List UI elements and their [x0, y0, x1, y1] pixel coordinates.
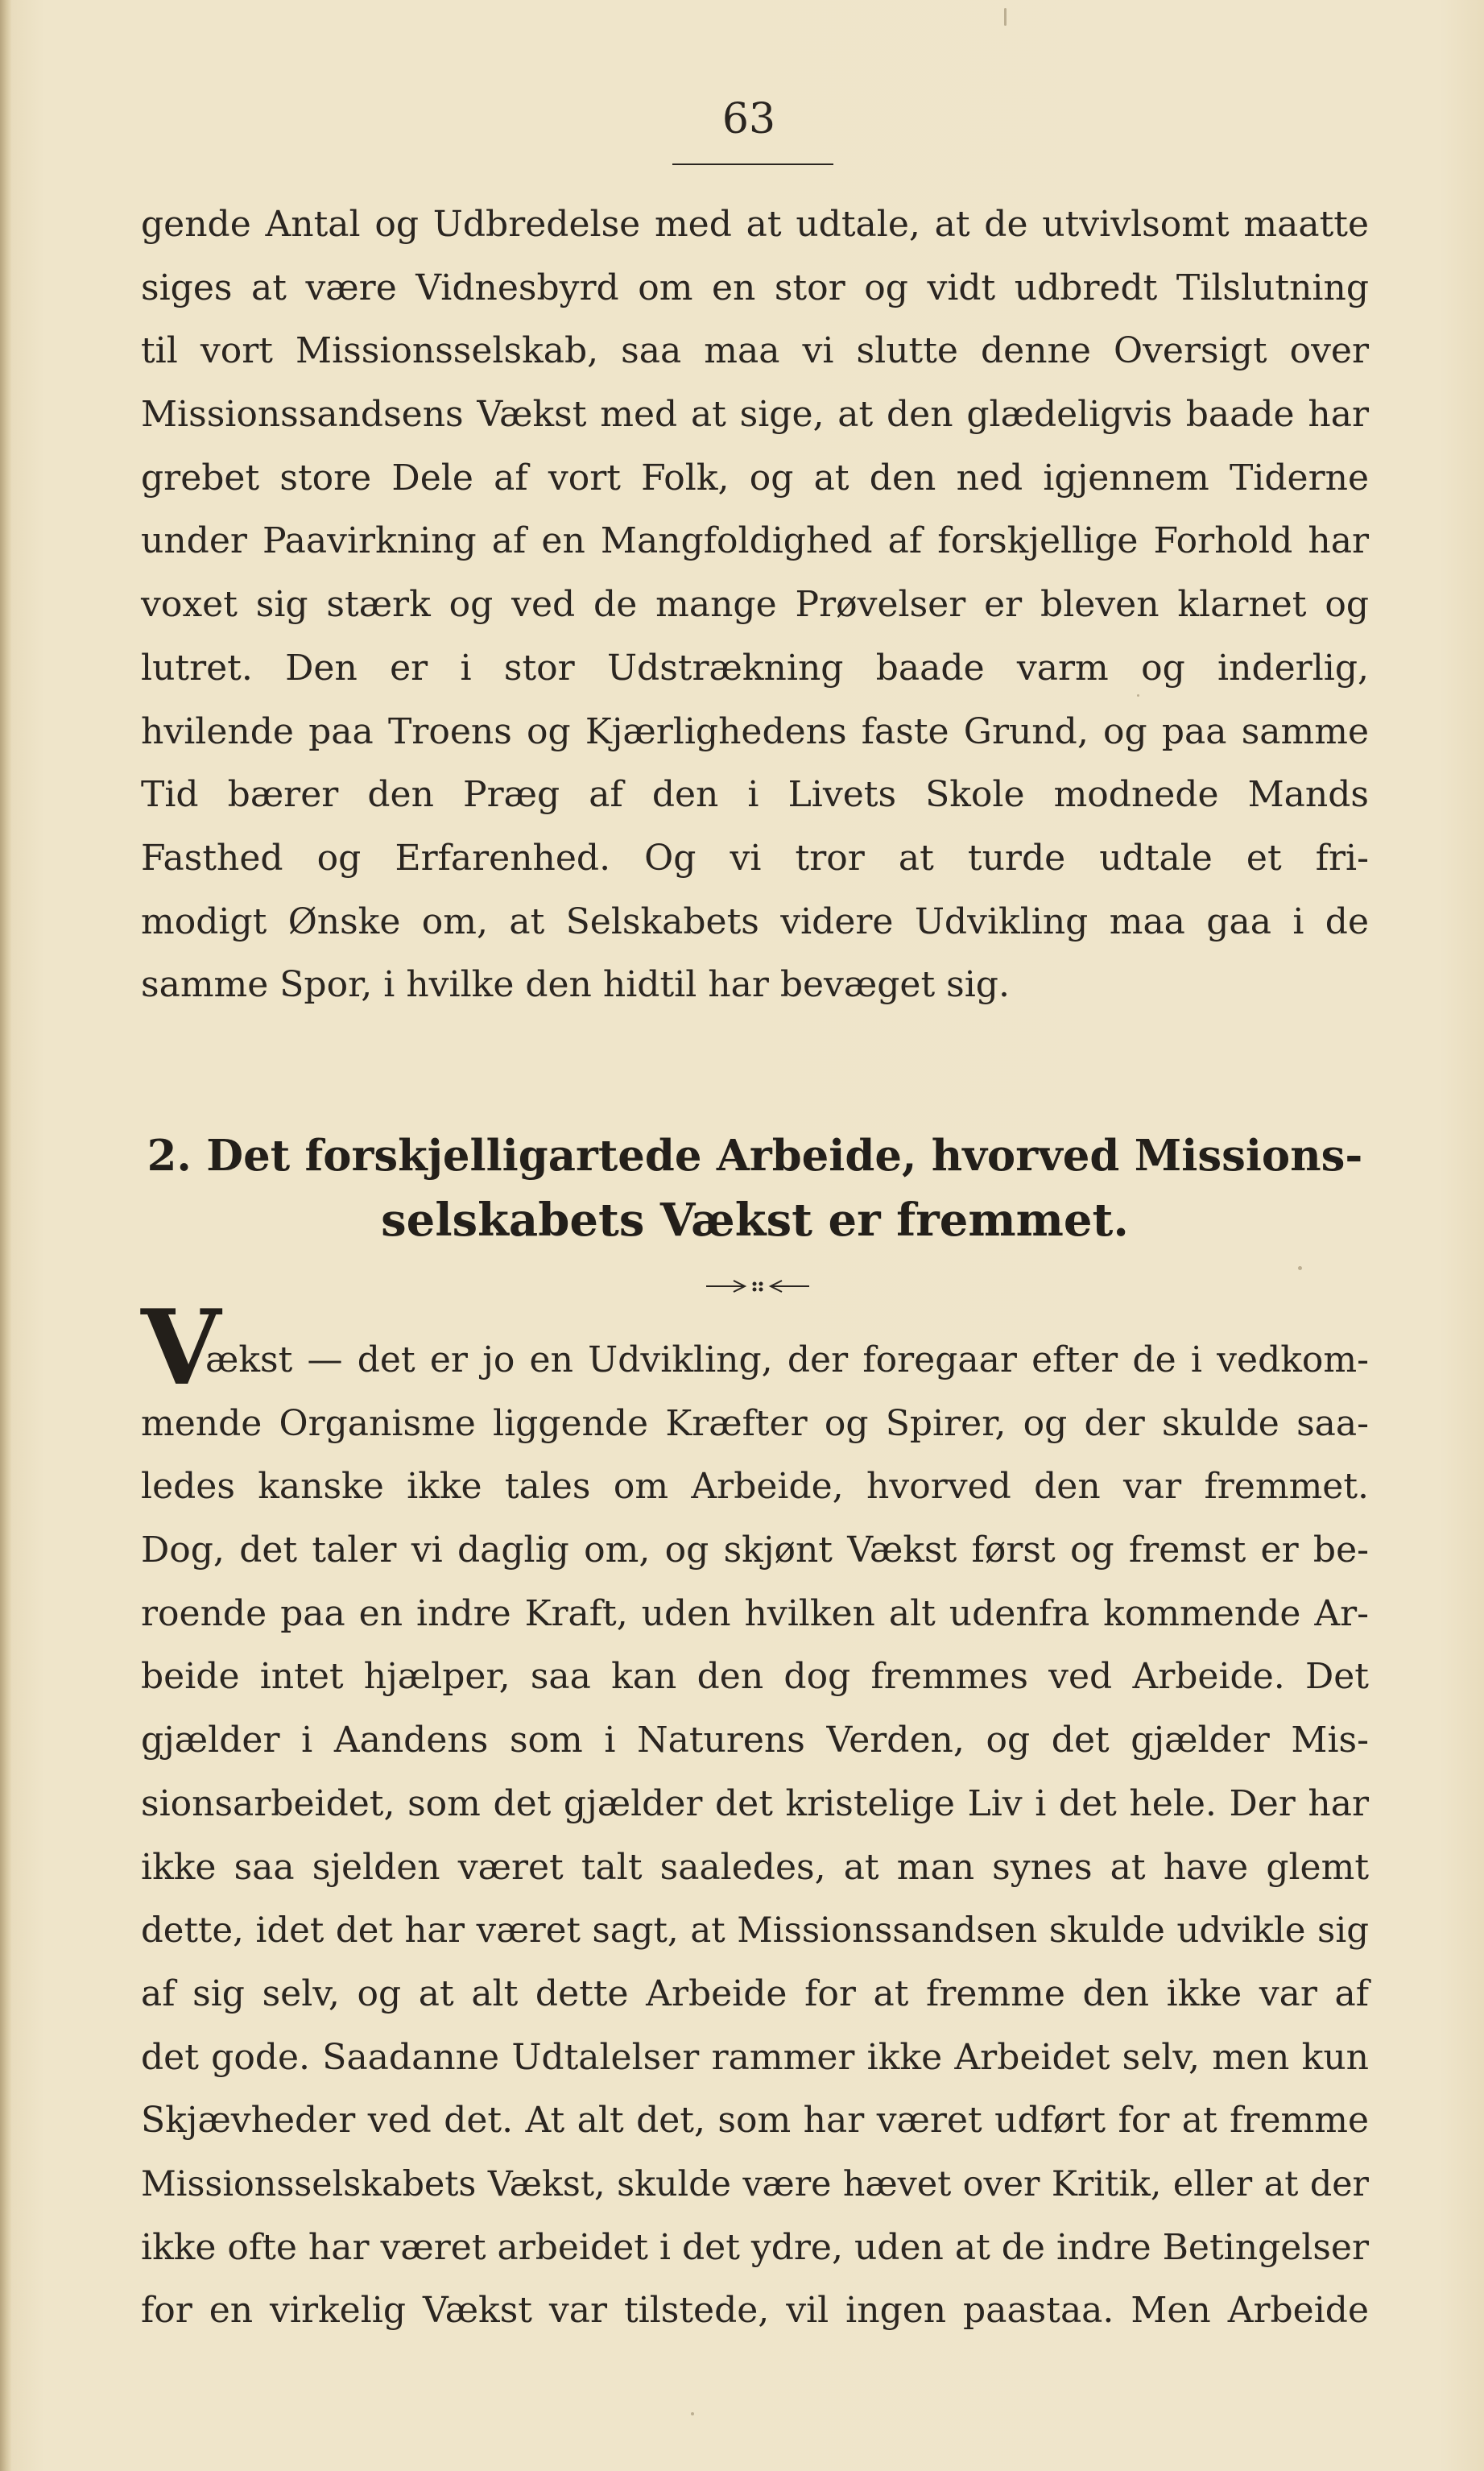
text-line: mende Organisme liggende Kræfter og Spirer, og der skulde saa- — [141, 1402, 1369, 1444]
text-line: Fasthed og Erfarenhed. Og vi tror at turde udtale et fri- — [141, 837, 1369, 879]
text-line: Skjævheder ved det. At alt det, som har været udført for at fremme — [141, 2100, 1369, 2142]
text-line: voxet sig stærk og ved de mange Prøvelser er bleven klarnet og — [141, 584, 1369, 626]
text-line: gjælder i Aandens som i Naturens Verden, og det gjælder Mis- — [141, 1720, 1369, 1761]
paragraph-continued — [141, 193, 1369, 1017]
text-line: siges at være Vidnesbyrd om en stor og vidt udbredt Tilslutning — [141, 267, 1369, 308]
section-heading-continued: selskabets Vækst er fremmet. — [381, 1194, 1129, 1247]
text-line: hvilende paa Troens og Kjærlighedens faste Grund, og paa samme — [141, 710, 1369, 752]
text-line: Missionsselskabets Vækst, skulde være hævet over Kritik, eller at der — [141, 2163, 1369, 2204]
ornamental-divider-icon — [701, 1274, 814, 1298]
text-line: modigt Ønske om, at Selskabets videre Udvikling maa gaa i de — [141, 900, 1369, 942]
text-line: beide intet hjælper, saa kan den dog fremmes ved Arbeide. Det — [141, 1656, 1369, 1698]
text-line: det gode. Saadanne Udtalelser rammer ikke Arbeidet selv, men kun — [141, 2036, 1369, 2078]
text-line: ækst — det er jo en Udvikling, der foregaar efter de i vedkom- — [205, 1339, 1369, 1380]
text-line: sionsarbeidet, som det gjælder det kristelige Liv i det hele. Der har — [141, 1782, 1369, 1824]
paper-speck — [691, 2412, 694, 2415]
text-line: samme Spor, i hvilke den hidtil har bevæget sig. — [141, 964, 1010, 1006]
page-number: 63 — [721, 95, 776, 143]
text-line: af sig selv, og at alt dette Arbeide for at fremme den ikke var af — [141, 1972, 1369, 2014]
text-line: til vort Missionsselskab, saa maa vi slutte denne Oversigt over — [141, 330, 1369, 372]
text-line: Tid bærer den Præg af den i Livets Skole modnede Mands — [141, 774, 1369, 816]
section-heading: 2. Det forskjelligartede Arbeide, hvorved Missions- — [147, 1131, 1363, 1181]
text-line: grebet store Dele af vort Folk, og at den ned igjennem Tiderne — [141, 457, 1369, 499]
page-gutter — [0, 0, 11, 2471]
text-line: ledes kanske ikke tales om Arbeide, hvorved den var fremmet. — [141, 1466, 1369, 1508]
text-line: under Paavirkning af en Mangfoldighed af forskjellige Forhold har — [141, 520, 1369, 562]
paper-speck — [1298, 1266, 1302, 1270]
text-line: ikke ofte har været arbeidet i det ydre, uden at de indre Betingelser — [141, 2226, 1369, 2268]
text-line: gende Antal og Udbredelse med at udtale, at de utvivlsomt maatte — [141, 204, 1369, 245]
text-line: lutret. Den er i stor Udstrækning baade varm og inderlig, — [141, 647, 1369, 689]
text-line: Dog, det taler vi daglig om, og skjønt Vækst først og fremst er be- — [141, 1529, 1369, 1571]
page-number-rule — [672, 163, 833, 165]
paper-speck — [1137, 694, 1139, 697]
text-line: ikke saa sjelden været talt saaledes, at man synes at have glemt — [141, 1846, 1369, 1888]
text-line: dette, idet det har været sagt, at Missionssandsen skulde udvikle sig — [141, 1910, 1369, 1952]
text-line: Missionssandsens Vækst med at sige, at den glædeligvis baade har — [141, 394, 1369, 436]
paper-speck — [1004, 8, 1007, 26]
text-line: roende paa en indre Kraft, uden hvilken alt udenfra kommende Ar- — [141, 1592, 1369, 1634]
drop-cap: V — [141, 1288, 221, 1409]
paragraph-main — [141, 1329, 1369, 2343]
text-line: for en virkelig Vækst var tilstede, vil ingen paastaa. Men Arbeide — [141, 2290, 1369, 2332]
